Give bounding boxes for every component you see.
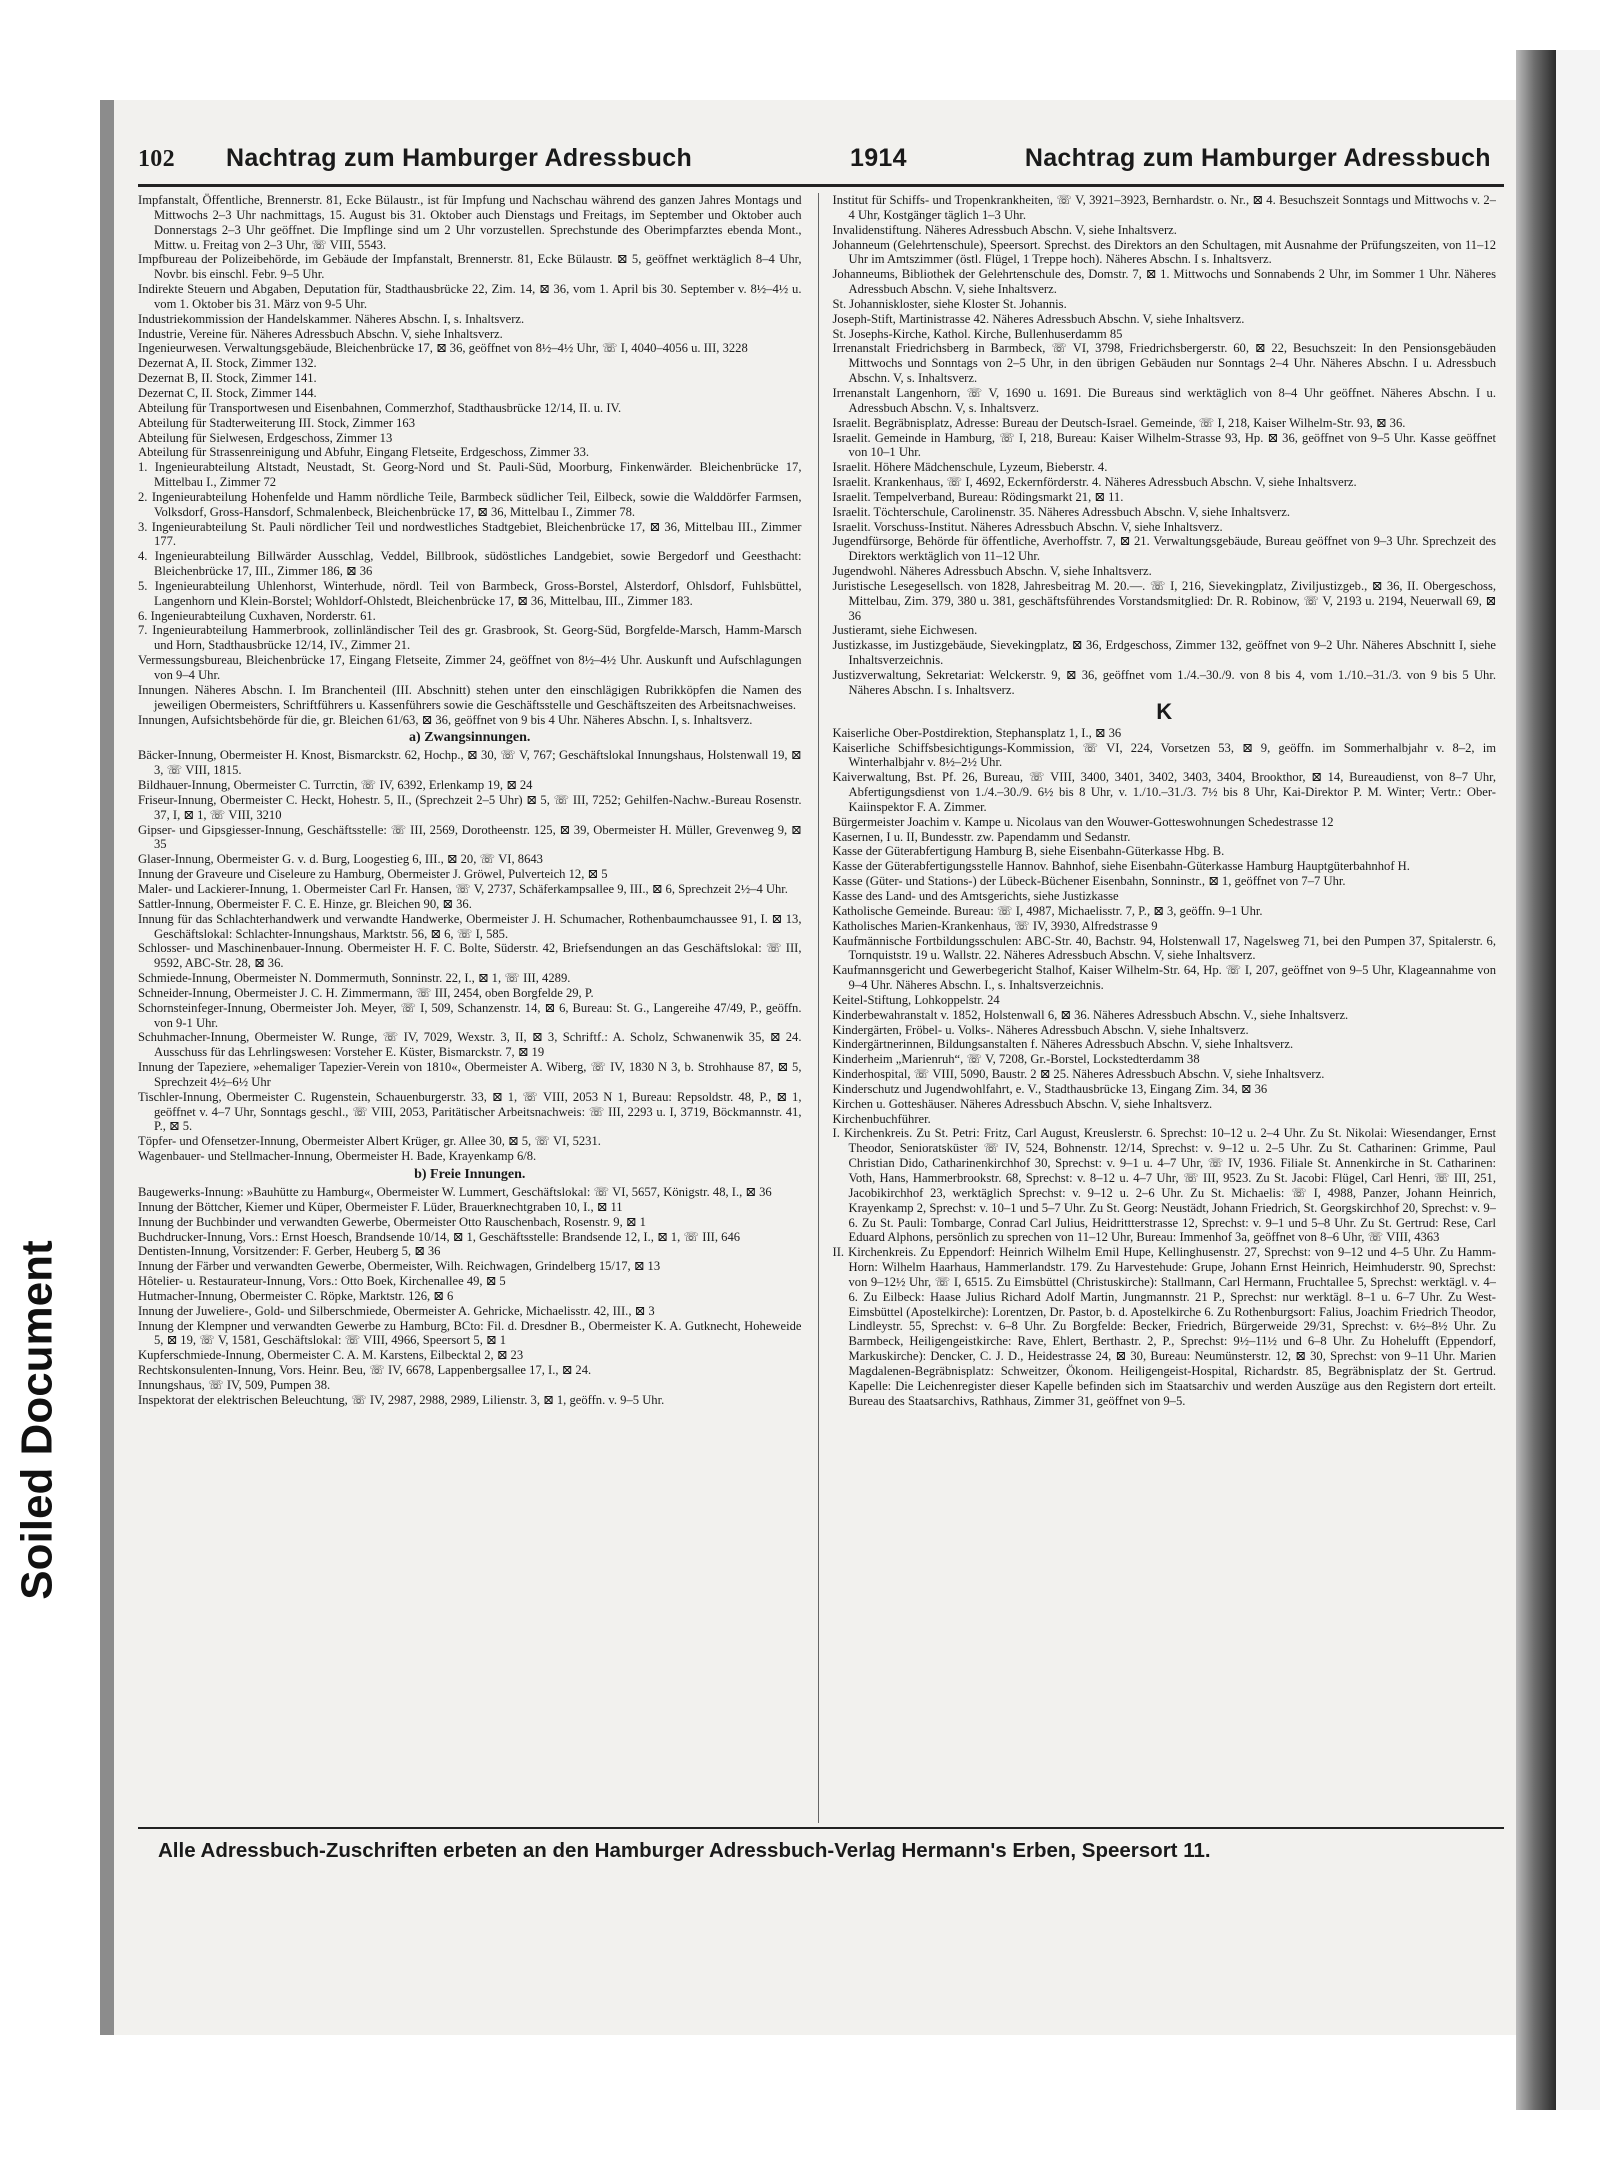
section-heading: a) Zwangsinnungen.: [409, 730, 531, 746]
directory-entry: Jugendfürsorge, Behörde für öffentliche, Averhoffstr. 7, ⊠ 21. Verwaltungsgebäude, Bureau geöffnet von 9–3 Uhr. Sprechzeit des Direktors werktäglich von 11–12 Uhr.: [832, 534, 1496, 564]
directory-entry: Bürgermeister Joachim v. Kampe u. Nicolaus van den Wouwer-Gotteswohnungen Schedestrasse 12: [832, 814, 1334, 829]
directory-entry: Justizkasse, im Justizgebäude, Sievekingplatz, ⊠ 36, Erdgeschoss, Zimmer 132, geöffnet von 9–2 Uhr. Näheres Abschnitt I, siehe Inhaltsverzeichnis.: [832, 638, 1496, 668]
directory-entry: Kaufmännische Fortbildungsschulen: ABC-Str. 40, Bachstr. 94, Holstenwall 17, Nagelsweg 71, bei den Pumpen 37, Spitalerstr. 6, Tornquiststr. 19 u. Wallstr. 22. Näheres Adressbuch Abschn. V, siehe Inhaltsverz.: [832, 933, 1496, 963]
directory-entry: Juristische Lesegesellsch. von 1828, Jahresbeitrag M. 20.—. ☏ I, 216, Sievekingplatz, Ziviljustizgeb., ⊠ 36, II. Obergeschoss, Mittelbau, Zim. 379, 380 u. 381, geschäftsführendes Vorstandsmitglied: Dr. R. Robinow, ☏ V, 2193 u. 2194, Neuerwall 69, ⊠ 36: [832, 578, 1496, 623]
directory-entry: Katholisches Marien-Krankenhaus, ☏ IV, 3930, Alfredstrasse 9: [832, 918, 1158, 933]
directory-entry: Innung der Buchbinder und verwandten Gewerbe, Obermeister Otto Rauschenbach, Rosenstr. 9, ⊠ 1: [138, 1214, 646, 1229]
directory-entry: Baugewerks-Innung: »Bauhütte zu Hamburg«, Obermeister W. Lummert, Geschäftslokal: ☏ VI, 5657, Königstr. 48, I., ⊠ 36: [138, 1185, 772, 1199]
directory-entry: Tischler-Innung, Obermeister C. Rugenstein, Schauenburgerstr. 33, ⊠ 1, ☏ VIII, 2053 N 1, Bureau: Repsoldstr. 48, P., ⊠ 1, geöffnet v. 4–7 Uhr, Sonntags geschl., ☏ VIII, 2053, Paritätischer Arbeitsnachweis: ☏ III, 2293 u. I, 3719, Böckmannstr. 41, P., ⊠ 5.: [138, 1089, 802, 1134]
header-right-title: Nachtrag zum Hamburger Adressbuch: [1024, 144, 1491, 172]
directory-entry: Kaiverwaltung, Bst. Pf. 26, Bureau, ☏ VIII, 3400, 3401, 3402, 3403, 3404, Brookthor, ⊠ 14, Bureaudienst, von 8–7 Uhr, Abfertigungsdienst von 1./4.–30./9. 6½ bis 8 Uhr, v. 1./10.–31./3. 7½ bis 8 Uhr, Kai-Direktor P. M. Winter; Vertr.: Ober-Kaiinspektor F. A. Zimmer.: [832, 770, 1496, 814]
directory-entry: 1. Ingenieurabteilung Altstadt, Neustadt, St. Georg-Nord und St. Pauli-Süd, Moorburg, Finkenwärder. Bleichenbrücke 17, Mittelbau I., Zimmer 72: [138, 460, 802, 490]
directory-entry: Bäcker-Innung, Obermeister H. Knost, Bismarckstr. 62, Hochp., ⊠ 30, ☏ V, 767; Geschäftslokal Innungshaus, Holstenwall 19, ⊠ 3, ☏ VIII, 1815.: [138, 748, 802, 778]
directory-entry: Kaiserliche Ober-Postdirektion, Stephansplatz 1, I., ⊠ 36: [832, 725, 1122, 740]
directory-entry: Justieramt, siehe Eichwesen.: [832, 623, 978, 638]
directory-entry: Sattler-Innung, Obermeister F. C. E. Hinze, gr. Bleichen 90, ⊠ 36.: [138, 896, 472, 911]
directory-entry: Gipser- und Gipsgiesser-Innung, Geschäftsstelle: ☏ III, 2569, Dorotheenstr. 125, ⊠ 39, Obermeister H. Müller, Grevenweg 9, ⊠ 35: [138, 822, 802, 852]
left-column: [138, 193, 802, 1823]
directory-entry: Wagenbauer- und Stellmacher-Innung, Obermeister H. Bade, Krayenkamp 6/8.: [138, 1149, 537, 1164]
directory-entry: Jugendwohl. Näheres Adressbuch Abschn. V, siehe Inhaltsverz.: [832, 564, 1152, 579]
directory-entry: Impfbureau der Polizeibehörde, im Gebäude der Impfanstalt, Brennerstr. 81, Ecke Bülaustr. ⊠ 5, geöffnet werktäglich 8–4 Uhr, Novbr. bis einschl. Febr. 9–5 Uhr.: [138, 252, 802, 282]
directory-entry: Innung für das Schlachterhandwerk und verwandte Handwerke, Obermeister J. H. Schumacher, Rothenbaumchaussee 91, I. ⊠ 13, Geschäftslokal: Schlachter-Innungshaus, Marktstr. 56, ⊠ 6, ☏ I, 585.: [138, 911, 802, 941]
directory-entry: Kinderheim „Marienruh“, ☏ V, 7208, Gr.-Borstel, Lockstedterdamm 38: [832, 1052, 1200, 1067]
right-column: [818, 193, 1497, 1823]
directory-entry: Industrie, Vereine für. Näheres Adressbuch Abschn. V, siehe Inhaltsverz.: [138, 326, 503, 341]
header-rule: [138, 184, 1504, 187]
directory-entry: 3. Ingenieurabteilung St. Pauli nördlicher Teil und nordwestliches Stadtgebiet, Bleichenbrücke 17, ⊠ 36, Mittelbau III., Zimmer 177.: [138, 519, 802, 549]
text-columns: [138, 193, 1496, 1823]
directory-entry: Israelit. Vorschuss-Institut. Näheres Adressbuch Abschn. V, siehe Inhaltsverz.: [832, 519, 1223, 534]
opposite-page-edge: [1556, 50, 1600, 2110]
page-header: [138, 144, 1496, 180]
directory-entry: Hôtelier- u. Restaurateur-Innung, Vors.: Otto Boek, Kirchenallee 49, ⊠ 5: [138, 1274, 506, 1289]
page-footer: Alle Adressbuch-Zuschriften erbeten an den Hamburger Adressbuch-Verlag Hermann's Erben, Speersort 11.: [158, 1839, 1211, 1862]
directory-entry: Dezernat B, II. Stock, Zimmer 141.: [138, 371, 317, 386]
directory-entry: Innung der Juweliere-, Gold- und Silberschmiede, Obermeister A. Gehricke, Michaelisstr. 42, III., ⊠ 3: [138, 1303, 655, 1318]
directory-entry: Kirchenbuchführer.: [832, 1111, 931, 1126]
directory-entry: 7. Ingenieurabteilung Hammerbrook, zollinländischer Teil des gr. Grasbrook, St. Georg-Süd, Borgfelde-Marsch, Hamm-Marsch und Horn, Stadthausbrücke 12/14, IV., Zimmer 21.: [138, 623, 802, 653]
directory-entry: Rechtskonsulenten-Innung, Vors. Heinr. Beu, ☏ IV, 6678, Lappenbergsallee 17, I., ⊠ 24.: [138, 1363, 592, 1378]
directory-entry: Dentisten-Innung, Vorsitzender: F. Gerber, Heuberg 5, ⊠ 36: [138, 1244, 441, 1259]
directory-entry: Kasse der Güterabfertigung Hamburg B, siehe Eisenbahn-Güterkasse Hbg. B.: [832, 844, 1225, 859]
directory-entry: Abteilung für Stadterweiterung III. Stock, Zimmer 163: [138, 415, 415, 430]
directory-entry: Ingenieurwesen. Verwaltungsgebäude, Bleichenbrücke 17, ⊠ 36, geöffnet von 8½–4½ Uhr, ☏ I, 4040–4056 u. III, 3228: [138, 341, 748, 356]
directory-entry: Hutmacher-Innung, Obermeister C. Röpke, Marktstr. 126, ⊠ 6: [138, 1288, 454, 1303]
directory-entry: Abteilung für Sielwesen, Erdgeschoss, Zimmer 13: [138, 430, 393, 445]
directory-entry: Bildhauer-Innung, Obermeister C. Turrctin, ☏ IV, 6392, Erlenkamp 19, ⊠ 24: [138, 778, 533, 793]
directory-entry: Kinderschutz und Jugendwohlfahrt, e. V., Stadthausbrücke 13, Eingang Zim. 34, ⊠ 36: [832, 1081, 1268, 1096]
directory-entry: Kinderbewahranstalt v. 1852, Holstenwall 6, ⊠ 36. Näheres Adressbuch Abschn. V., siehe Inhaltsverz.: [832, 1007, 1349, 1022]
directory-entry: Dezernat C, II. Stock, Zimmer 144.: [138, 385, 317, 400]
directory-entry: Justizverwaltung, Sekretariat: Welckerstr. 9, ⊠ 36, geöffnet vom 1./4.–30./9. von 8 bis 4, vom 1./10.–31./3. von 9 bis 5 Uhr. Näheres Abschn. I s. Inhaltsverz.: [832, 668, 1496, 697]
directory-entry: Innung der Tapeziere, »ehemaliger Tapezier-Verein von 1810«, Obermeister A. Wiberg, ☏ IV, 1830 N 3, b. Strohhause 87, ⊠ 5, Sprechzeit 4½–6½ Uhr: [138, 1060, 802, 1089]
directory-entry: Irrenanstalt Friedrichsberg in Barmbeck, ☏ VI, 3798, Friedrichsbergerstr. 60, ⊠ 22, Besuchszeit: In den Pensionsgebäuden Mittwochs und Sonntags von 2–5 Uhr, in den übrigen Gebäuden nur Sonntags 2–4 Uhr. Näheres Abschn. I u. Adressbuch Abschn. V, s. Inhaltsverz.: [832, 341, 1496, 386]
directory-entry: Israelit. Tempelverband, Bureau: Rödingsmarkt 21, ⊠ 11.: [832, 489, 1124, 504]
section-heading: b) Freie Innungen.: [414, 1167, 526, 1182]
directory-entry: Kinderhospital, ☏ VIII, 5090, Baustr. 2 ⊠ 25. Näheres Adressbuch Abschn. V, siehe Inhaltsverz.: [832, 1067, 1325, 1082]
directory-entry: Kirchen u. Gotteshäuser. Näheres Adressbuch Abschn. V, siehe Inhaltsverz.: [832, 1096, 1213, 1111]
directory-entry: Töpfer- und Ofensetzer-Innung, Obermeister Albert Krüger, gr. Allee 30, ⊠ 5, ☏ VI, 5231.: [138, 1134, 601, 1149]
directory-entry: Kindergärten, Fröbel- u. Volks-. Näheres Adressbuch Abschn. V, siehe Inhaltsverz.: [832, 1022, 1249, 1037]
directory-entry: I. Kirchenkreis. Zu St. Petri: Fritz, Carl August, Kreuslerstr. 6. Sprechst: 10–12 u. 2–4 Uhr. Zu St. Nikolai: Wiesendanger, Ernst Theodor, Senioratsküster ☏ IV, 524, Bohnenstr. 12/14, Sprechst: v. 9–12 u. 2–5 Uhr. Zu St. Catharinen: Grimme, Paul Christian Dido, Catharinenkirchhof 30, Sprechst: v. 9–1 u. 4–7 Uhr, ☏ IV, 1936. Filiale St. Annenkirche in St. Catharinen: Voth, Hans, Hammerbrookstr. 68, Sprechst: v. 8–12 u. 4–7 Uhr, ☏ III, 9523. Zu St. Jacobi: Flügel, Carl Henri, ☏ III, 251, Jacobikirchhof 23, werktäglich Sprechst: v. 9–12 u. 2–6 Uhr. Zu St. Michaelis: ☏ I, 4988, Panzer, Johann Heinrich, Krayenkamp 2, Sprechst: v. 10–1 und 5–7 Uhr. Zu St. Georg: Neustädt, Johann Friedrich, St. Georgskirchhof 20, Sprechst: v. 9–6. Zu St. Pauli: Tombarge, Conrad Carl Julius, Heidrittterstrasse 12, Sprechst: v. 9–1 und 5–8 Uhr. Zu St. Gertrud: Rese, Carl Eduard Alphons, persönlich zu sprechen von 11–12 Uhr, Bureau: Immenhof 3a, geöffnet von 8–6 Uhr, ☏ VIII, 4363: [832, 1126, 1496, 1245]
directory-entry: Abteilung für Transportwesen und Eisenbahnen, Commerzhof, Stadthausbrücke 12/14, II. u. IV.: [138, 400, 622, 415]
letter-heading: K: [1156, 698, 1173, 724]
directory-entry: 6. Ingenieurabteilung Cuxhaven, Norderstr. 61.: [138, 608, 376, 623]
soiled-document-text: Soiled Document: [13, 1240, 62, 1600]
directory-entry: Israelit. Höhere Mädchenschule, Lyzeum, Bieberstr. 4.: [832, 460, 1108, 475]
directory-entry: Innung der Böttcher, Kiemer und Küper, Obermeister F. Lüder, Brauerknechtgraben 10, I., ⊠ 11: [138, 1199, 623, 1214]
directory-entry: 4. Ingenieurabteilung Billwärder Ausschlag, Veddel, Billbrook, südöstliches Landgebiet, sowie Bergedorf und Geesthacht: Bleichenbrücke 17, III., Zimmer 186, ⊠ 36: [138, 549, 802, 579]
directory-entry: Israelit. Gemeinde in Hamburg, ☏ I, 218, Bureau: Kaiser Wilhelm-Strasse 93, Hp. ⊠ 36, geöffnet von 9–5 Uhr. Kasse geöffnet von 10–1 Uhr.: [832, 430, 1496, 460]
directory-entry: Innungen, Aufsichtsbehörde für die, gr. Bleichen 61/63, ⊠ 36, geöffnet von 9 bis 4 Uhr. Näheres Abschn. I, s. Inhaltsverz.: [138, 712, 753, 727]
directory-entry: Schneider-Innung, Obermeister J. C. H. Zimmermann, ☏ III, 2454, oben Borgfelde 29, P.: [138, 985, 594, 1000]
directory-entry: Kaiserliche Schiffsbesichtigungs-Kommission, ☏ VI, 224, Vorsetzen 53, ⊠ 9, geöffn. im Sommerhalbjahr v. 8–2, im Winterhalbjahr v. 8½–2½ Uhr.: [832, 740, 1496, 770]
directory-entry: Innung der Färber und verwandten Gewerbe, Obermeister, Wilh. Reichwagen, Grindelberg 15/17, ⊠ 13: [138, 1259, 661, 1274]
directory-entry: Innung der Graveure und Ciseleure zu Hamburg, Obermeister J. Gröwel, Pulverteich 12, ⊠ 5: [138, 867, 608, 882]
directory-entry: Israelit. Töchterschule, Carolinenstr. 35. Näheres Adressbuch Abschn. V, siehe Inhaltsverz.: [832, 504, 1290, 519]
directory-entry: Johanneums, Bibliothek der Gelehrtenschule des, Domstr. 7, ⊠ 1. Mittwochs und Sonnabends 2 Uhr, im Sommer 1 Uhr. Näheres Adressbuch Abschn. V, siehe Inhaltsverz.: [832, 267, 1496, 297]
directory-entry: Keitel-Stiftung, Lohkoppelstr. 24: [832, 992, 1000, 1007]
directory-entry: Institut für Schiffs- und Tropenkrankheiten, ☏ V, 3921–3923, Bernhardstr. o. Nr., ⊠ 4. Besuchszeit Sonntags und Mittwochs v. 2–4 Uhr, Kostgänger täglich 1–3 Uhr.: [832, 193, 1496, 222]
directory-entry: Schornsteinfeger-Innung, Obermeister Joh. Meyer, ☏ I, 509, Schanzenstr. 14, ⊠ 6, Bureau: St. G., Langereihe 47/49, P., geöffn. von 9-1 Uhr.: [138, 1000, 802, 1030]
directory-entry: Israelit. Krankenhaus, ☏ I, 4692, Eckernförderstr. 4. Näheres Adressbuch Abschn. V, siehe Inhaltsverz.: [832, 475, 1357, 490]
directory-entry: Innung der Klempner und verwandten Gewerbe zu Hamburg, BCto: Fil. d. Dresdner B., Obermeister K. A. Gutknecht, Hoheweide 5, ⊠ 19, ☏ V, 1581, Geschäftslokal: ☏ VIII, 4966, Speersort 5, ⊠ 1: [138, 1318, 802, 1348]
directory-entry: Kasse des Land- und des Amtsgerichts, siehe Justizkasse: [832, 888, 1119, 903]
directory-entry: Kasse der Güterabfertigungsstelle Hannov. Bahnhof, siehe Eisenbahn-Güterkasse Hamburg Hauptgüterbahnhof H.: [832, 859, 1410, 874]
footer-rule: [138, 1827, 1504, 1829]
directory-entry: Buchdrucker-Innung, Vors.: Ernst Hoesch, Brandsende 10/14, ⊠ 1, Geschäftsstelle: Brandsende 12, I., ⊠ 1, ☏ III, 646: [138, 1229, 741, 1244]
directory-entry: Kupferschmiede-Innung, Obermeister C. A. M. Karstens, Eilbecktal 2, ⊠ 23: [138, 1348, 524, 1363]
directory-entry: Schmiede-Innung, Obermeister N. Dommermuth, Sonninstr. 22, I., ⊠ 1, ☏ III, 4289.: [138, 971, 571, 986]
directory-entry: Schlosser- und Maschinenbauer-Innung. Obermeister H. F. C. Bolte, Süderstr. 42, Briefsendungen an das Geschäftslokal: ☏ III, 9592, ABC-Str. 28, ⊠ 36.: [138, 941, 802, 971]
directory-entry: Joseph-Stift, Martinistrasse 42. Näheres Adressbuch Abschn. V, siehe Inhaltsverz.: [832, 311, 1245, 326]
page-number: 102: [138, 146, 175, 172]
directory-entry: Kasse (Güter- und Stations-) der Lübeck-Büchener Eisenbahn, Sonninstr., ⊠ 1, geöffnet von 7–7 Uhr.: [832, 874, 1346, 889]
soiled-document-label: [8, 1140, 68, 1700]
directory-entry: Katholische Gemeinde. Bureau: ☏ I, 4987, Michaelisstr. 7, P., ⊠ 3, geöffn. 9–1 Uhr.: [832, 903, 1263, 918]
directory-entry: Dezernat A, II. Stock, Zimmer 132.: [138, 356, 317, 371]
directory-entry: 2. Ingenieurabteilung Hohenfelde und Hamm nördliche Teile, Barmbeck südlicher Teil, Eilbeck, sowie die Walddörfer Farmsen, Volksdorf, Gross-Hansdorf, Schmalenbeck, Bleichenbrücke 17, ⊠ 36, Mittelbau I., Zimmer 78.: [138, 489, 802, 519]
directory-entry: Kaufmannsgericht und Gewerbegericht Stalhof, Kaiser Wilhelm-Str. 64, Hp. ☏ I, 207, geöffnet von 9–5 Uhr, Klageannahme von 9–4 Uhr. Näheres Abschn. I., s. Inhaltsverzeichnis.: [832, 963, 1496, 993]
directory-entry: Industriekommission der Handelskammer. Näheres Abschn. I, s. Inhaltsverz.: [138, 311, 525, 326]
directory-entry: Kasernen, I u. II, Bundesstr. zw. Papendamm und Sedanstr.: [832, 829, 1131, 844]
directory-entry: Glaser-Innung, Obermeister G. v. d. Burg, Loogestieg 6, III., ⊠ 20, ☏ VI, 8643: [138, 852, 543, 867]
directory-entry: Israelit. Begräbnisplatz, Adresse: Bureau der Deutsch-Israel. Gemeinde, ☏ I, 218, Kaiser Wilhelm-Str. 93, ⊠ 36.: [832, 415, 1406, 430]
directory-entry: Vermessungsbureau, Bleichenbrücke 17, Eingang Fletseite, Zimmer 24, geöffnet von 8½–4½ Uhr. Auskunft und Aufschlagungen von 9–4 Uhr.: [138, 653, 802, 682]
directory-entry: St. Johanniskloster, siehe Kloster St. Johannis.: [832, 296, 1067, 311]
directory-entry: 5. Ingenieurabteilung Uhlenhorst, Winterhude, nördl. Teil von Barmbeck, Gross-Borstel, Alsterdorf, Ohlsdorf, Fuhlsbüttel, Langenhorn und Klein-Borstel; Wohldorf-Ohlstedt, Bleichenbrücke 17, ⊠ 36, Mittelbau, III., Zimmer 183.: [138, 578, 802, 608]
directory-entry: Irrenanstalt Langenhorn, ☏ V, 1690 u. 1691. Die Bureaus sind werktäglich von 8–4 Uhr geöffnet. Näheres Abschn. I u. Adressbuch Abschn. V, s. Inhaltsverz.: [832, 385, 1496, 415]
document-page: [100, 100, 1516, 2035]
directory-entry: Invalidenstiftung. Näheres Adressbuch Abschn. V, siehe Inhaltsverz.: [832, 222, 1177, 237]
directory-entry: Schuhmacher-Innung, Obermeister W. Runge, ☏ IV, 7029, Wexstr. 3, II, ⊠ 3, Schriftf.: A. Scholz, Schwanenwik 35, ⊠ 24. Ausschuss für das Lehrlingswesen: Vorsteher E. Küster, Bismarckstr. 7, ⊠ 19: [138, 1030, 802, 1060]
directory-entry: Friseur-Innung, Obermeister C. Heckt, Hohestr. 5, II., (Sprechzeit 2–5 Uhr) ⊠ 5, ☏ III, 7252; Gehilfen-Nachw.-Bureau Rosenstr. 37, I, ⊠ 1, ☏ VIII, 3210: [138, 792, 802, 822]
book-binding-shadow: [1516, 50, 1556, 2110]
directory-entry: Innungen. Näheres Abschn. I. Im Branchenteil (III. Abschnitt) stehen unter den einschlägigen Rubrikköpfen die Namen des jeweiligen Obermeisters, Schriftführers u. Kassenführers sowie die Geschäftsstelle und Geschäftszeiten des Arbeitsnachweises.: [138, 682, 802, 712]
header-year: 1914: [850, 144, 907, 172]
directory-entry: Impfanstalt, Öffentliche, Brennerstr. 81, Ecke Bülaustr., ist für Impfung und Nachschau während des ganzen Jahres Montags und Mittwochs 2–3 Uhr nachmittags, 15. August bis 31. Oktober auch Dienstags und Freitags, im September und Oktober auch Donnerstags 2–3 Uhr geöffnet. Die Impflinge sind um 2 Uhr vorzustellen. Sprechstunde des Oberimpfarztes ebenda Mont., Mittw. u. Freitag von 2–3 Uhr, ☏ VIII, 5543.: [138, 193, 802, 252]
header-left-title: Nachtrag zum Hamburger Adressbuch: [226, 144, 693, 172]
directory-entry: Maler- und Lackierer-Innung, 1. Obermeister Carl Fr. Hansen, ☏ V, 2737, Schäferkampsallee 9, III., ⊠ 6, Sprechzeit 2½–4 Uhr.: [138, 881, 788, 896]
directory-entry: Innungshaus, ☏ IV, 509, Pumpen 38.: [138, 1377, 331, 1392]
directory-entry: II. Kirchenkreis. Zu Eppendorf: Heinrich Wilhelm Emil Hupe, Kellinghusenstr. 27, Sprechst: von 9–12 und 4–5 Uhr. Zu Hamm-Horn: Wilhelm Haarhaus, Hammerlandstr. 179. Zu Harvestehude: Grupe, Johann Ernst Heinrich, Heimhuderstr. 90, Sprechst: von 9–12½ Uhr, ☏ I, 6515. Zu Eimsbüttel (Christuskirche): Stallmann, Carl Hermann, Fruchtallee 5, Sprechst: werktägl. v. 4–6. Zu Eilbeck: Haase Julius Richard Adolf Martin, Jungmannstr. 21 P., Sprechst: nur werktägl. 8–1 u. 6–7 Uhr. Zu West-Eimsbüttel (Apostelkirche): Lorentzen, Dr. Pastor, b. d. Apostelkirche 6. Zu Rothenburgsort: Falius, Joachim Friedrich Theodor, Lindleystr. 55, Sprechst: v. 6–8 Uhr. Zu Borgfelde: Becker, Friedrich, Bürgerweide 29/31, Sprechst: v. 6½–8½ Uhr. Zu Barmbeck, Heiligengeistkirche: Rave, Ehlert, Berthastr. 2, P., Sprechst: 9½–11½ und 6–8 Uhr. Zu Hohelufft (Eppendorf, Markuskirche): Dencker, C. J. D., Heidestrasse 24, ⊠ 30, Bureau: Neumünsterstr. 12, ⊠ 30, Sprechst: von 9–11 Uhr. Marien Magdalenen-Begräbnisplatz: Schweitzer, Ökonom. Heiligengeist-Hospital, Richardstr. 85, Begräbnisplatz der St. Gertrud. Kapelle: Die Leichenregister dieser Kapelle befinden sich im Staatsarchiv und werden Auszüge aus den Registern dort erteilt. Bureau des Staatsarchivs, Rathhaus, Zimmer 31, geöffnet von 9–5.: [832, 1245, 1496, 1408]
directory-entry: Inspektorat der elektrischen Beleuchtung, ☏ IV, 2987, 2988, 2989, Lilienstr. 3, ⊠ 1, geöffn. v. 9–5 Uhr.: [138, 1392, 665, 1407]
directory-entry: St. Josephs-Kirche, Kathol. Kirche, Bullenhuserdamm 85: [832, 326, 1123, 341]
directory-entry: Johanneum (Gelehrtenschule), Speersort. Sprechst. des Direktors an den Schultagen, mit Ausnahme der Prüfungszeiten, von 11–12 Uhr im Amtszimmer (östl. Flügel, 1 Treppe hoch). Näheres Abschn. I s. Inhaltsverz.: [832, 237, 1496, 267]
directory-entry: Kindergärtnerinnen, Bildungsanstalten f. Näheres Adressbuch Abschn. V, siehe Inhaltsverz.: [832, 1037, 1294, 1052]
directory-entry: Abteilung für Strassenreinigung und Abfuhr, Eingang Fletseite, Erdgeschoss, Zimmer 33.: [138, 445, 590, 460]
directory-entry: Indirekte Steuern und Abgaben, Deputation für, Stadthausbrücke 22, Zim. 14, ⊠ 36, vom 1. April bis 30. September v. 8½–4½ u. vom 1. Oktober bis 31. März von 9-5 Uhr.: [138, 282, 802, 311]
